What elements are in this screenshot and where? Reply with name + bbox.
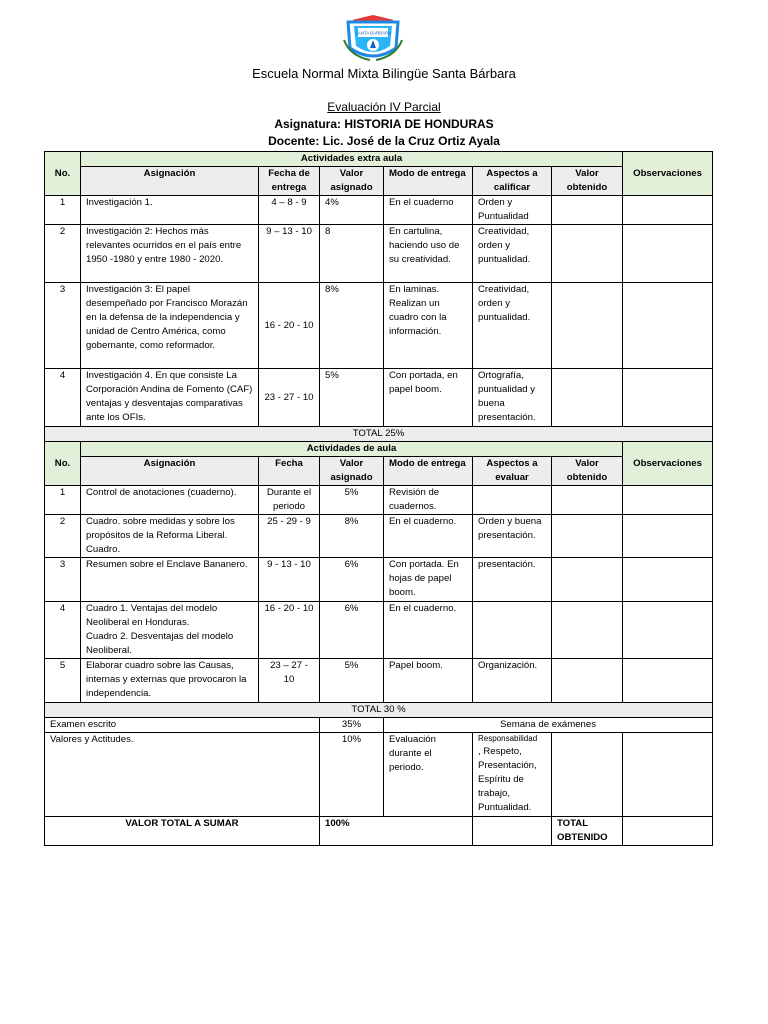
section-title: Actividades extra aula: [81, 152, 623, 167]
subject-title: Asignatura: HISTORIA DE HONDURAS: [274, 117, 494, 131]
cell-fecha: 9 - 13 - 10: [259, 558, 320, 602]
cell-modo: En cartulina, haciendo uso de su creatividad.: [384, 225, 473, 283]
cell-valor: 6%: [320, 602, 384, 659]
cell-observaciones: [623, 225, 713, 283]
cell-observaciones: [623, 659, 713, 703]
cell-modo: Revisión de cuadernos.: [384, 486, 473, 515]
cell-obtenido: [552, 225, 623, 283]
header-aspectos: Aspectos a calificar: [473, 167, 552, 196]
header-observaciones: Observaciones: [623, 152, 713, 196]
cell-aspectos: Creatividad, orden y puntualidad.: [473, 283, 552, 369]
cell-asignacion: Investigación 4. En que consiste La Corporación Andina de Fomento (CAF) ventajas y desventajas comparativas ante los OFIs.: [81, 369, 259, 427]
table-row: [45, 486, 713, 515]
evaluation-table: [44, 151, 713, 846]
header-valor: Valor asignado: [320, 457, 384, 486]
table-row: [45, 602, 713, 659]
header-no: No.: [45, 152, 81, 196]
cell-fecha: 16 - 20 - 10: [259, 602, 320, 659]
cell-modo: Con portada. En hojas de papel boom.: [384, 558, 473, 602]
cell-no: 4: [45, 369, 81, 427]
cell-observaciones: [623, 515, 713, 558]
table-row: [45, 283, 713, 369]
cell-aspectos: presentación.: [473, 558, 552, 602]
cell-obtenido: [552, 602, 623, 659]
header-observaciones: Observaciones: [623, 442, 713, 486]
cell-asignacion: Resumen sobre el Enclave Bananero.: [81, 558, 259, 602]
cell-aspectos: [473, 602, 552, 659]
cell-asignacion: Investigación 2: Hechos más relevantes ocurridos en el país entre 1950 -1980 y entre 1980 - 2020.: [81, 225, 259, 283]
table-row: [45, 369, 713, 427]
cell-no: 3: [45, 558, 81, 602]
total-obtenido-label: TOTAL OBTENIDO: [552, 817, 623, 846]
table-row: [45, 515, 713, 558]
section-title: Actividades de aula: [81, 442, 623, 457]
cell-asignacion: Control de anotaciones (cuaderno).: [81, 486, 259, 515]
cell-fecha: Durante el periodo: [259, 486, 320, 515]
cell-valor: 6%: [320, 558, 384, 602]
cell-obtenido: [552, 558, 623, 602]
cell-valor: 8: [320, 225, 384, 283]
cell-obtenido: [552, 515, 623, 558]
header-obtenido: Valor obtenido: [552, 167, 623, 196]
cell-observaciones: [623, 602, 713, 659]
header-asignacion: Asignación: [81, 457, 259, 486]
cell-obtenido: [552, 196, 623, 225]
cell-valor: 5%: [320, 486, 384, 515]
cell-fecha: 23 - 27 - 10: [259, 369, 320, 427]
header-fecha: Fecha de entrega: [259, 167, 320, 196]
cell-modo: Con portada, en papel boom.: [384, 369, 473, 427]
cell-observaciones: [623, 196, 713, 225]
section-header-row: [45, 442, 713, 457]
cell-aspectos: Creatividad, orden y puntualidad.: [473, 225, 552, 283]
cell-fecha: 9 – 13 - 10: [259, 225, 320, 283]
school-crest-logo: [340, 14, 406, 64]
cell-modo: Papel boom.: [384, 659, 473, 703]
cell-asignacion: Elaborar cuadro sobre las Causas, internas y externas que provocaron la independencia.: [81, 659, 259, 703]
header-valor: Valor asignado: [320, 167, 384, 196]
cell-fecha: 4 – 8 - 9: [259, 196, 320, 225]
cell-obtenido: [552, 659, 623, 703]
logo-text: SANTA BÁRBARA: [354, 30, 392, 36]
valor-total-value: 100%: [320, 817, 473, 846]
cell-valor: 4%: [320, 196, 384, 225]
cell-modo: En laminas. Realizan un cuadro con la información.: [384, 283, 473, 369]
cell-observaciones: [623, 283, 713, 369]
cell-asignacion: Cuadro. sobre medidas y sobre los propósitos de la Reforma Liberal. Cuadro.: [81, 515, 259, 558]
section-total: TOTAL 25%: [45, 427, 713, 442]
valores-aspectos: [473, 733, 552, 817]
table-row: [45, 659, 713, 703]
valores-aspectos-text: , Respeto, Presentación, Espíritu de trabajo, Puntualidad.: [478, 746, 537, 813]
column-header-row: [45, 167, 713, 182]
cell-asignacion: Investigación 1.: [81, 196, 259, 225]
cell-obtenido: [552, 283, 623, 369]
table-row: [45, 558, 713, 602]
cell-fecha: 16 - 20 - 10: [259, 283, 320, 369]
total-obtenido-value: [623, 817, 713, 846]
cell-aspectos: Organización.: [473, 659, 552, 703]
valores-modo: Evaluación durante el periodo.: [384, 733, 473, 817]
cell-valor: 8%: [320, 283, 384, 369]
valor-total-label: VALOR TOTAL A SUMAR: [45, 817, 320, 846]
table-row: [45, 196, 713, 225]
cell-no: 4: [45, 602, 81, 659]
teacher-name: Docente: Lic. José de la Cruz Ortiz Ayala: [268, 134, 500, 148]
cell-aspectos: Orden y buena presentación.: [473, 515, 552, 558]
cell-asignacion: Cuadro 1. Ventajas del modelo Neoliberal en Honduras. Cuadro 2. Desventajas del modelo Neoliberal.: [81, 602, 259, 659]
cell-aspectos: Ortografía, puntualidad y buena presentación.: [473, 369, 552, 427]
header-no: No.: [45, 442, 81, 486]
header-obtenido: Valor obtenido: [552, 457, 623, 486]
cell-no: 5: [45, 659, 81, 703]
cell-aspectos: Orden y Puntualidad: [473, 196, 552, 225]
cell-obtenido: [552, 369, 623, 427]
cell-asignacion: Investigación 3: El papel desempeñado por Francisco Morazán en la defensa de la independencia y unidad de Centro América, como gobernante, como reformador.: [81, 283, 259, 369]
total-row: [45, 427, 713, 442]
footer-row: [45, 817, 713, 846]
header-asignacion: Asignación: [81, 167, 259, 196]
footer-empty: [473, 817, 552, 846]
cell-fecha: 25 - 29 - 9: [259, 515, 320, 558]
cell-observaciones: [623, 558, 713, 602]
total-row: [45, 703, 713, 718]
examen-semana: Semana de exámenes: [384, 718, 713, 733]
header-aspectos: Aspectos a evaluar: [473, 457, 552, 486]
cell-no: 1: [45, 196, 81, 225]
cell-no: 2: [45, 225, 81, 283]
cell-observaciones: [623, 369, 713, 427]
page-title: Evaluación IV Parcial: [327, 100, 441, 114]
cell-valor: 8%: [320, 515, 384, 558]
valores-aspectos-small: Responsabilidad: [478, 734, 538, 743]
header-modo: Modo de entrega: [384, 167, 473, 196]
column-header-row: [45, 457, 713, 472]
valores-observaciones: [623, 733, 713, 817]
table-row: [45, 225, 713, 283]
examen-valor: 35%: [320, 718, 384, 733]
valores-obtenido: [552, 733, 623, 817]
cell-valor: 5%: [320, 659, 384, 703]
valores-label: Valores y Actitudes.: [45, 733, 320, 817]
school-name: Escuela Normal Mixta Bilingüe Santa Bárbara: [252, 66, 516, 81]
cell-obtenido: [552, 486, 623, 515]
cell-no: 1: [45, 486, 81, 515]
cell-aspectos: [473, 486, 552, 515]
cell-modo: En el cuaderno.: [384, 602, 473, 659]
cell-fecha: 23 – 27 - 10: [259, 659, 320, 703]
cell-no: 2: [45, 515, 81, 558]
section-total: TOTAL 30 %: [45, 703, 713, 718]
valores-row: [45, 733, 713, 817]
cell-no: 3: [45, 283, 81, 369]
header-fecha: Fecha: [259, 457, 320, 486]
header-modo: Modo de entrega: [384, 457, 473, 486]
valores-valor: 10%: [320, 733, 384, 817]
examen-label: Examen escrito: [45, 718, 320, 733]
cell-modo: En el cuaderno: [384, 196, 473, 225]
evaluation-table-body: [45, 152, 713, 846]
section-header-row: [45, 152, 713, 167]
examen-row: [45, 718, 713, 733]
cell-observaciones: [623, 486, 713, 515]
cell-modo: En el cuaderno.: [384, 515, 473, 558]
cell-valor: 5%: [320, 369, 384, 427]
